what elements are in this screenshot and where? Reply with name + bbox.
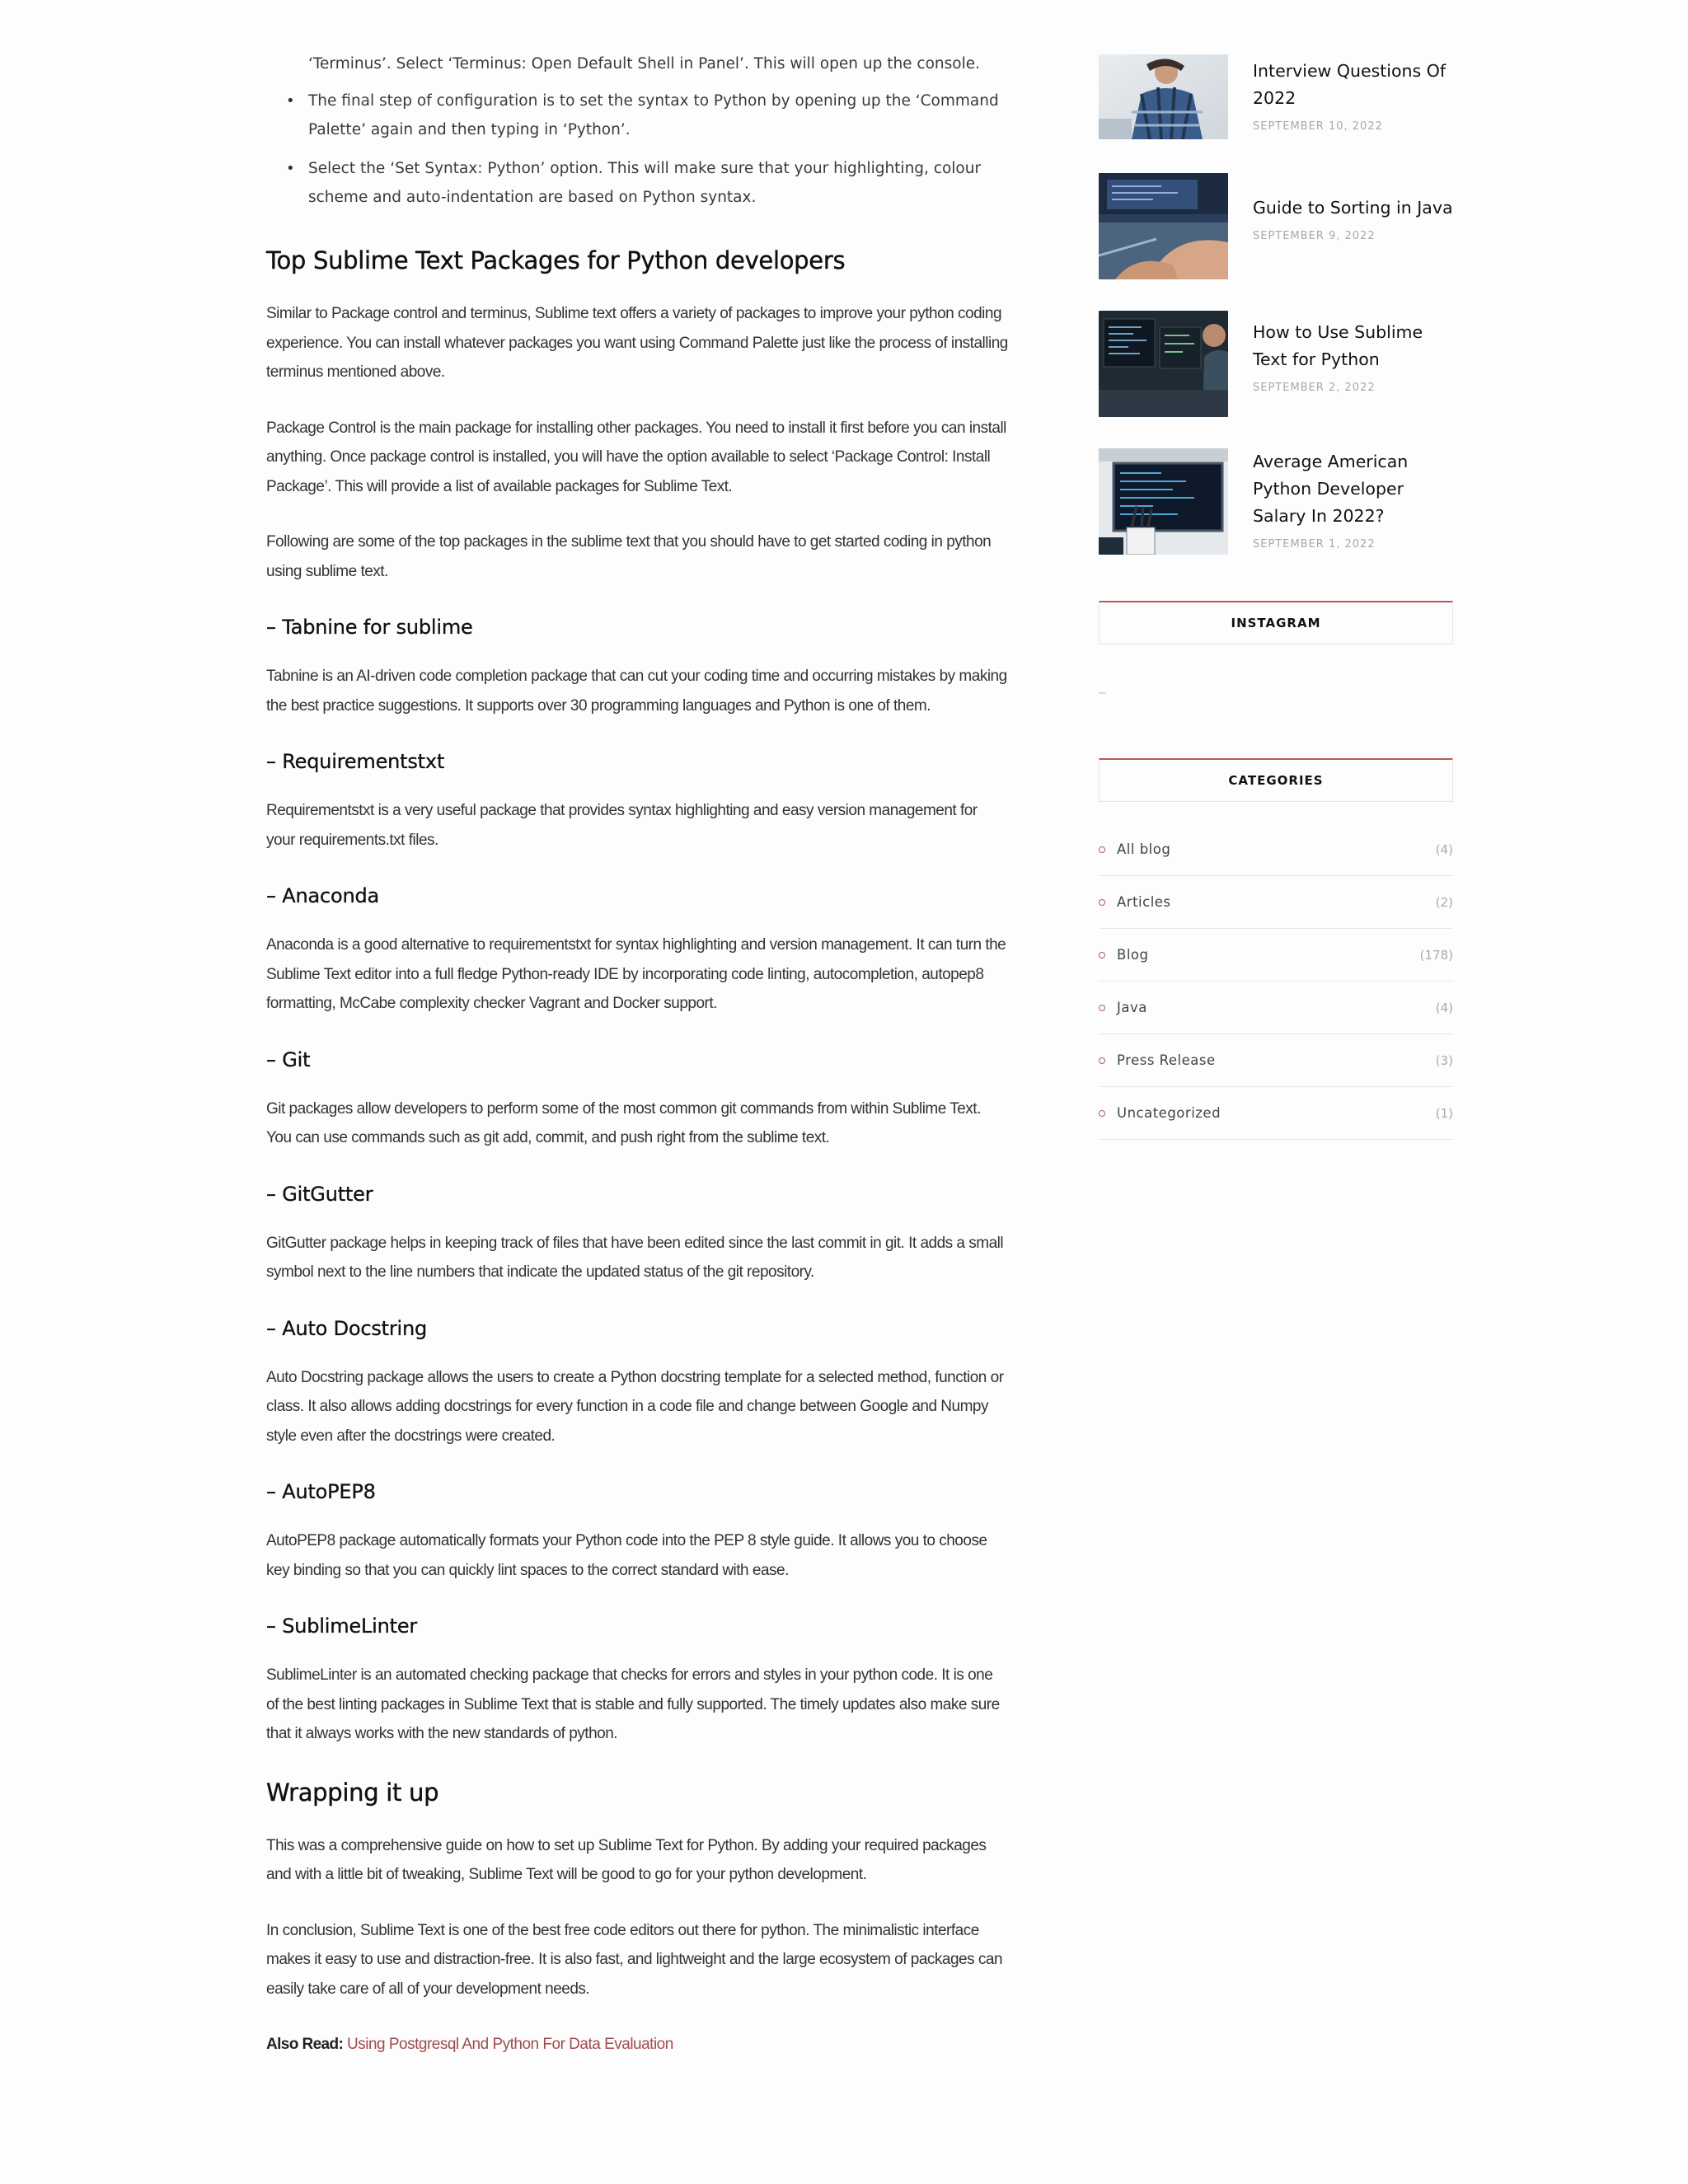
category-item-uncategorized[interactable] <box>1099 1087 1453 1140</box>
category-left <box>1099 841 1170 857</box>
category-item-blog[interactable] <box>1099 929 1453 982</box>
category-count: (3) <box>1435 1052 1453 1068</box>
package-heading-anaconda: – Anaconda <box>266 884 379 907</box>
category-count: (1) <box>1435 1105 1453 1121</box>
package-heading-git: – Git <box>266 1047 311 1071</box>
category-left <box>1099 1105 1221 1121</box>
list-item <box>286 87 1008 144</box>
category-count: (178) <box>1419 947 1453 963</box>
section-heading-wrap-up: Wrapping it up <box>266 1778 439 1807</box>
post-date: SEPTEMBER 9, 2022 <box>1253 230 1376 242</box>
package-description: AutoPEP8 package automatically formats your Python code into the PEP 8 style guide. It allows you to choose key binding so that you can quickly lint spaces to the correct standard with ease. <box>266 1532 987 1579</box>
package-description: Requirementstxt is a very useful package that provides syntax highlighting and easy version management for your requirements.txt files. <box>266 802 978 849</box>
also-read-label: Also Read: <box>266 2036 344 2053</box>
post-thumbnail[interactable] <box>1099 311 1228 417</box>
package-heading-autopep8: – AutoPEP8 <box>266 1480 376 1503</box>
category-name[interactable]: Press Release <box>1117 1052 1216 1068</box>
category-name[interactable]: All blog <box>1117 841 1171 857</box>
category-name[interactable]: Java <box>1117 1000 1147 1015</box>
circle-bullet-icon <box>1099 1005 1105 1011</box>
recent-post[interactable] <box>1099 54 1453 139</box>
list-item-text: The final step of configuration is to set the syntax to Python by opening up the ‘Command Palette’ again and then typing in ‘Python’. <box>308 92 999 138</box>
post-title[interactable]: Guide to Sorting in Java <box>1253 198 1453 218</box>
recent-post[interactable] <box>1099 311 1453 417</box>
post-thumbnail-image <box>1099 448 1228 555</box>
category-count: (4) <box>1435 1000 1453 1015</box>
category-item-java[interactable] <box>1099 982 1453 1034</box>
paragraph: This was a comprehensive guide on how to set up Sublime Text for Python. By adding your required packages and with a little bit of tweaking, Sublime Text will be good to go for your python development. <box>266 1836 987 1883</box>
instagram-heading-text: INSTAGRAM <box>1231 616 1321 630</box>
category-count: (2) <box>1435 894 1453 910</box>
paragraph: Package Control is the main package for installing other packages. You need to install it first before you can install anything. Once package control is installed, you will have the option available to select ‘Package Control: Install Package’. This will provide a list of available packages for Sublime Text. <box>266 419 1006 495</box>
category-left <box>1099 947 1148 963</box>
category-left <box>1099 1000 1147 1015</box>
category-count: (4) <box>1435 841 1453 857</box>
bullet-icon: • <box>286 160 295 177</box>
post-thumbnail[interactable] <box>1099 173 1228 279</box>
categories-list <box>1099 823 1453 1140</box>
category-name[interactable]: Articles <box>1117 894 1171 910</box>
category-item-all-blog[interactable] <box>1099 823 1453 876</box>
package-description: GitGutter package helps in keeping track of files that have been edited since the last commit in git. It adds a small symbol next to the line numbers that indicate the updated status of the git repository. <box>266 1234 1004 1281</box>
category-item-articles[interactable] <box>1099 876 1453 929</box>
recent-post[interactable] <box>1099 173 1453 279</box>
post-info <box>1228 173 1453 242</box>
category-name[interactable]: Uncategorized <box>1117 1105 1221 1121</box>
post-info <box>1228 448 1453 551</box>
post-thumbnail-image <box>1099 311 1228 417</box>
post-thumbnail-image <box>1099 54 1228 139</box>
circle-bullet-icon <box>1099 846 1105 853</box>
category-left <box>1099 894 1171 910</box>
instagram-widget-heading <box>1099 601 1453 644</box>
post-title[interactable]: Interview Questions Of 2022 <box>1253 61 1447 108</box>
recent-post[interactable] <box>1099 448 1453 555</box>
package-heading-auto-docstring: – Auto Docstring <box>266 1316 428 1340</box>
circle-bullet-icon <box>1099 1110 1105 1117</box>
post-thumbnail[interactable] <box>1099 448 1228 555</box>
post-info <box>1228 311 1453 394</box>
package-heading-gitgutter: – GitGutter <box>266 1182 373 1206</box>
post-thumbnail-image <box>1099 173 1228 279</box>
paragraph: Similar to Package control and terminus, Sublime text offers a variety of packages to improve your python coding experience. You can install whatever packages you want using Command Palette just like the process of installing terminus mentioned above. <box>266 305 1008 381</box>
package-description: Auto Docstring package allows the users to create a Python docstring template for a selected method, function or class. It also allows adding docstrings for every function in a code file and change between Google and Numpy style even after the docstrings were created. <box>266 1368 1004 1445</box>
sidebar <box>1099 54 1453 1140</box>
package-heading-tabnine: – Tabnine for sublime <box>266 616 473 639</box>
article-content <box>266 49 1008 2086</box>
post-title[interactable]: Average American Python Developer Salary In 2022? <box>1253 452 1409 526</box>
category-left <box>1099 1052 1216 1068</box>
list-item-text: ‘Terminus’. Select ‘Terminus: Open Default Shell in Panel’. This will open up the console. <box>308 55 981 73</box>
package-heading-requirementstxt: – Requirementstxt <box>266 750 445 773</box>
post-date: SEPTEMBER 10, 2022 <box>1253 120 1383 133</box>
list-item <box>286 154 1008 212</box>
bullet-icon: • <box>286 92 295 110</box>
package-description: Anaconda is a good alternative to requirementstxt for syntax highlighting and version management. It can turn the Sublime Text editor into a full fledge Python-ready IDE by incorporating code linting, autocompletion, autopep8 formatting, McCabe complexity checker Vagrant and Docker support. <box>266 936 1006 1012</box>
category-item-press-release[interactable] <box>1099 1034 1453 1087</box>
post-date: SEPTEMBER 2, 2022 <box>1253 382 1376 394</box>
also-read-link[interactable]: Using Postgresql And Python For Data Evaluation <box>347 2036 673 2053</box>
also-read <box>266 2030 1008 2060</box>
category-name[interactable]: Blog <box>1117 947 1149 963</box>
setup-steps-list <box>266 49 1008 212</box>
instagram-feed <box>1099 644 1453 758</box>
package-heading-sublimelinter: – SublimeLinter <box>266 1615 418 1638</box>
categories-widget-heading <box>1099 758 1453 802</box>
circle-bullet-icon <box>1099 952 1105 958</box>
package-description: Tabnine is an AI-driven code completion package that can cut your coding time and occurring mistakes by making the best practice suggestions. It supports over 30 programming languages and Python is one of them. <box>266 668 1007 715</box>
section-heading-packages: Top Sublime Text Packages for Python developers <box>266 246 846 274</box>
paragraph: In conclusion, Sublime Text is one of the best free code editors out there for python. The minimalistic interface makes it easy to use and distraction-free. It is also fast, and lightweight and the large ecosystem of packages can easily take care of all of your development needs. <box>266 1921 1003 1998</box>
list-item <box>308 49 1008 78</box>
package-description: SublimeLinter is an automated checking package that checks for errors and styles in your python code. It is one of the best linting packages in Sublime Text that is stable and fully supported. The timely updates also make sure that it always works with the new standards of python. <box>266 1666 1000 1742</box>
package-description: Git packages allow developers to perform some of the most common git commands from within Sublime Text. You can use commands such as git add, commit, and push right from the sublime text. <box>266 1099 981 1146</box>
post-title[interactable]: How to Use Sublime Text for Python <box>1253 322 1423 369</box>
instagram-placeholder: – <box>1099 686 1106 700</box>
post-thumbnail[interactable] <box>1099 54 1228 139</box>
paragraph: Following are some of the top packages in the sublime text that you should have to get started coding in python using sublime text. <box>266 533 992 580</box>
circle-bullet-icon <box>1099 1057 1105 1064</box>
circle-bullet-icon <box>1099 899 1105 906</box>
list-item-text: Select the ‘Set Syntax: Python’ option. This will make sure that your highlighting, colour scheme and auto-indentation are based on Python syntax. <box>308 160 982 206</box>
categories-heading-text: CATEGORIES <box>1228 773 1324 788</box>
post-info <box>1228 54 1453 133</box>
post-date: SEPTEMBER 1, 2022 <box>1253 538 1376 551</box>
